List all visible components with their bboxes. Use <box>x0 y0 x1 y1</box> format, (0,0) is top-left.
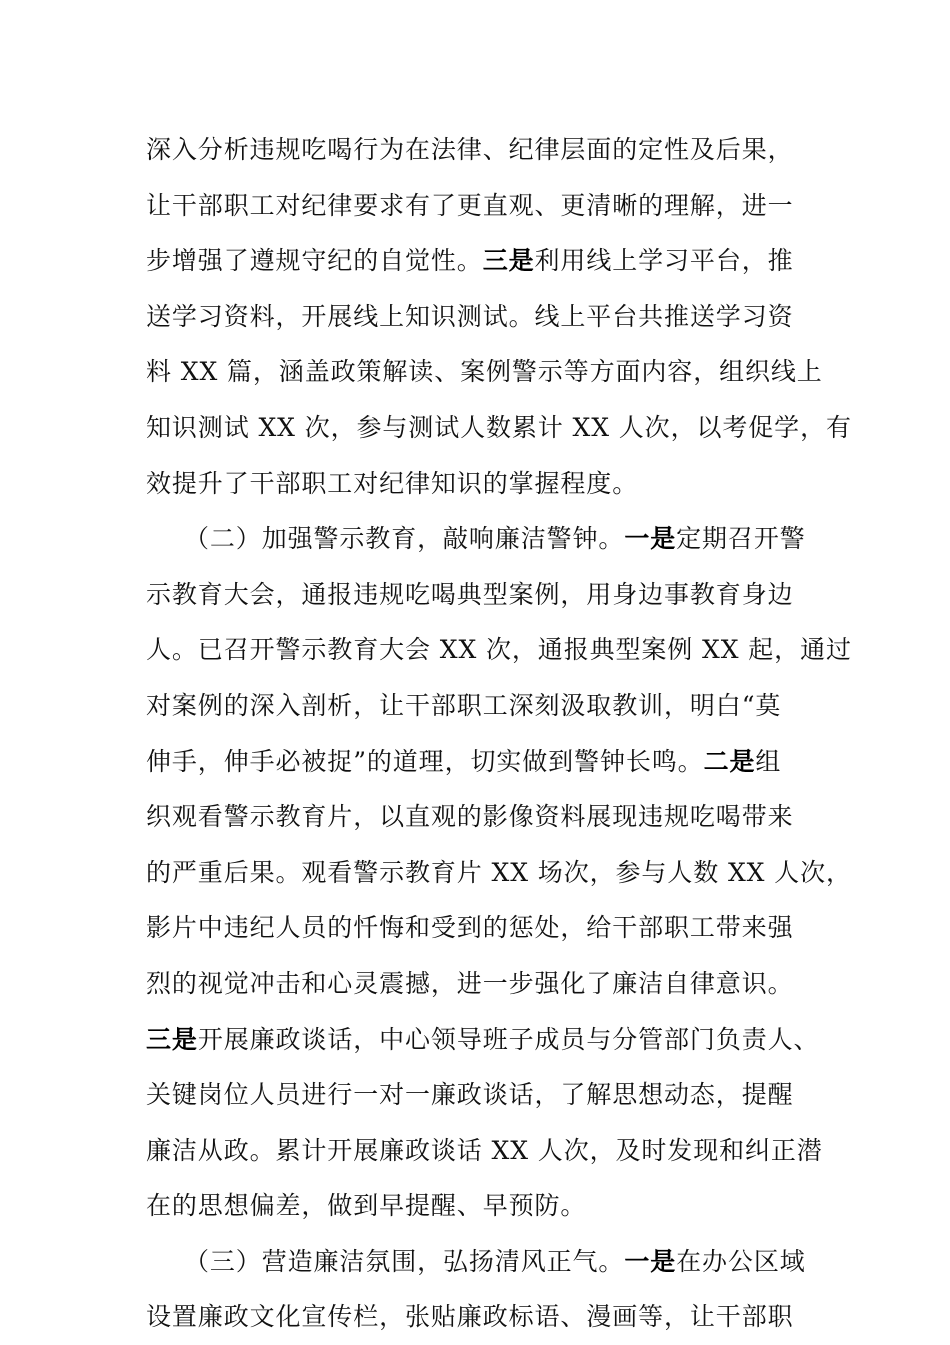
body-text <box>146 122 852 1345</box>
text-segment: 利用线上学习平台，推 <box>534 246 794 276</box>
text-line <box>146 1067 806 1123</box>
text-segment: 示教育大会，通报违规吃喝典型案例，用身边事教育身边 <box>146 579 794 609</box>
bold-ordinal: 一是 <box>624 1246 677 1276</box>
text-line <box>146 1012 820 1068</box>
text-segment: 织观看警示教育片，以直观的影像资料展现违规吃喝带来 <box>146 802 794 832</box>
text-line <box>146 289 806 345</box>
text-segment: （三）营造廉洁氛围，弘扬清风正气。 <box>184 1246 625 1276</box>
text-line <box>146 511 806 567</box>
text-line <box>146 1289 806 1345</box>
text-segment: 设置廉政文化宣传栏，张贴廉政标语、漫画等，让干部职 <box>146 1302 794 1332</box>
text-line <box>146 344 823 400</box>
text-line <box>146 678 806 734</box>
bold-ordinal: 三是 <box>482 246 535 276</box>
text-segment: 在的思想偏差，做到早提醒、早预防。 <box>146 1191 587 1221</box>
text-segment: 步增强了遵规守纪的自觉性。 <box>146 246 483 276</box>
text-line <box>146 789 806 845</box>
text-segment: 影片中违纪人员的忏悔和受到的惩处，给干部职工带来强 <box>146 913 794 943</box>
text-segment: 效提升了干部职工对纪律知识的掌握程度。 <box>146 468 639 498</box>
text-line <box>146 178 806 234</box>
text-segment: 料 XX 篇，涵盖政策解读、案例警示等方面内容，组织线上 <box>146 357 823 387</box>
text-segment: 关键岗位人员进行一对一廉政谈话，了解思想动态，提醒 <box>146 1080 794 1110</box>
text-segment: 开展廉政谈话，中心领导班子成员与分管部门负责人、 <box>197 1024 820 1054</box>
text-line <box>146 956 806 1012</box>
bold-ordinal: 三是 <box>146 1024 198 1054</box>
bold-ordinal: 二是 <box>703 746 756 776</box>
text-segment: 人。已召开警示教育大会 XX 次，通报典型案例 XX 起，通过 <box>146 635 852 665</box>
text-line <box>146 1234 806 1290</box>
text-line <box>146 845 852 901</box>
text-line <box>146 734 806 790</box>
bold-ordinal: 一是 <box>624 524 677 554</box>
text-line <box>146 900 806 956</box>
text-line <box>146 122 806 178</box>
text-segment: 送学习资料，开展线上知识测试。线上平台共推送学习资 <box>146 301 794 331</box>
text-line <box>146 622 852 678</box>
text-segment: 深入分析违规吃喝行为在法律、纪律层面的定性及后果， <box>146 135 794 164</box>
text-segment: 让干部职工对纪律要求有了更直观、更清晰的理解，进一 <box>146 190 794 220</box>
text-line <box>146 456 806 512</box>
text-segment: 廉洁从政。累计开展廉政谈话 XX 人次，及时发现和纠正潜 <box>146 1135 823 1165</box>
text-line <box>146 233 806 289</box>
text-line <box>146 1123 823 1179</box>
text-segment: 知识测试 XX 次，参与测试人数累计 XX 人次，以考促学，有 <box>146 412 852 442</box>
text-line <box>146 1178 806 1234</box>
text-segment: 在办公区域 <box>676 1246 806 1276</box>
text-segment: 的严重后果。观看警示教育片 XX 场次，参与人数 XX 人次， <box>146 857 852 887</box>
text-segment: 伸手，伸手必被捉”的道理，切实做到警钟长鸣。 <box>146 746 704 776</box>
text-line <box>146 400 852 456</box>
text-segment: （二）加强警示教育，敲响廉洁警钟。 <box>184 524 625 554</box>
text-segment: 对案例的深入剖析，让干部职工深刻汲取教训，明白“莫 <box>146 690 782 720</box>
text-segment: 定期召开警 <box>676 524 806 554</box>
text-line <box>146 567 806 623</box>
text-segment: 烈的视觉冲击和心灵震撼，进一步强化了廉洁自律意识。 <box>146 968 794 998</box>
text-segment: 组 <box>755 746 782 776</box>
